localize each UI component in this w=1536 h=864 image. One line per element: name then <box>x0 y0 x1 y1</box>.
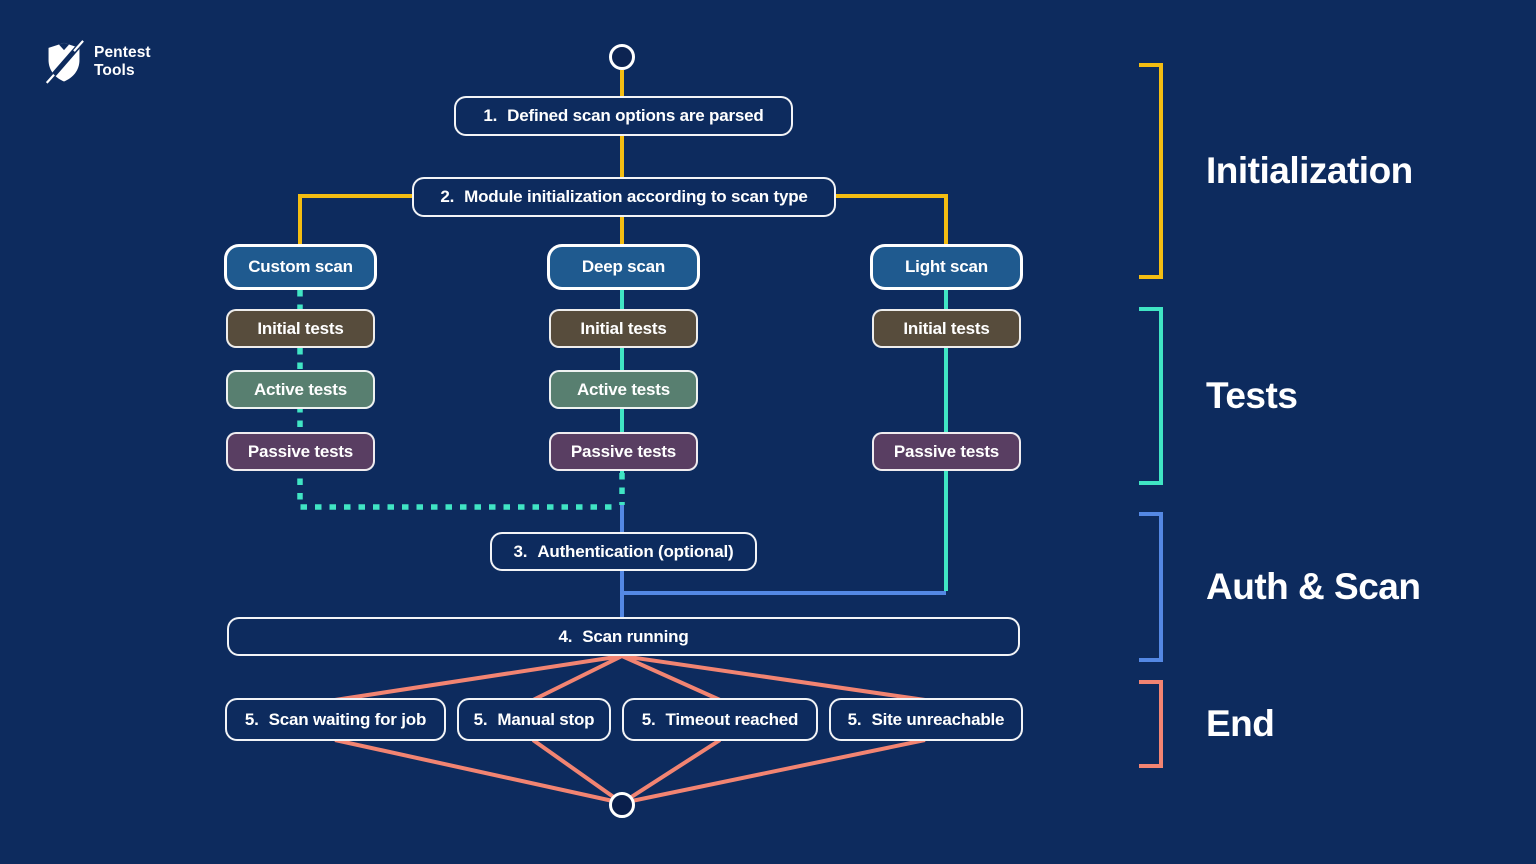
end-bracket <box>1139 680 1163 768</box>
step-2-number: 2. <box>440 187 455 206</box>
light-scan-label: Light scan <box>904 257 988 276</box>
deep-active-tests-label: Active tests <box>576 379 671 399</box>
end-state-scan-waiting-box <box>225 698 446 741</box>
deep-initial-tests-node <box>549 309 698 348</box>
step-2-label: Module initialization according to scan type <box>464 187 808 206</box>
custom-passive-tests-label: Passive tests <box>247 441 354 461</box>
custom-initial-tests-label: Initial tests <box>257 318 344 338</box>
flow-end-node <box>609 792 635 818</box>
step-1-number: 1. <box>483 106 498 125</box>
step-4-label: Scan running <box>582 626 689 646</box>
flow-start-node <box>609 44 635 70</box>
custom-initial-tests-node <box>226 309 375 348</box>
end-state-manual-stop-box <box>457 698 611 741</box>
step-2-box <box>412 177 836 217</box>
light-initial-tests-node <box>872 309 1021 348</box>
auth-scan-section-label: Auth & Scan <box>1206 566 1421 607</box>
deep-active-tests-node <box>549 370 698 409</box>
step-3-number: 3. <box>513 541 528 561</box>
end-state-1-number: 5. <box>244 709 259 729</box>
deep-scan-node <box>547 244 700 290</box>
step-4-number: 4. <box>558 626 573 646</box>
end-state-3-number: 5. <box>641 709 656 729</box>
step-1-box <box>454 96 793 136</box>
deep-passive-tests-node <box>549 432 698 471</box>
brand-name-line1: Pentest <box>94 43 151 61</box>
light-scan-node <box>870 244 1023 290</box>
auth-scan-bracket <box>1139 512 1163 662</box>
tests-bracket <box>1139 307 1163 485</box>
end-state-4-label: Site unreachable <box>871 709 1005 729</box>
light-passive-tests-node <box>872 432 1021 471</box>
end-state-2-number: 5. <box>473 709 488 729</box>
deep-initial-tests-label: Initial tests <box>580 318 667 338</box>
custom-scan-label: Custom scan <box>248 257 353 276</box>
step-4-box <box>227 617 1020 656</box>
deep-scan-label: Deep scan <box>581 257 666 276</box>
end-section-label: End <box>1206 703 1275 744</box>
custom-passive-tests-node <box>226 432 375 471</box>
initialization-section-label: Initialization <box>1206 150 1413 191</box>
light-initial-tests-label: Initial tests <box>903 318 990 338</box>
brand-name-line2: Tools <box>94 62 135 79</box>
end-state-timeout-box <box>622 698 818 741</box>
deep-passive-tests-label: Passive tests <box>570 441 677 461</box>
step-1-label: Defined scan options are parsed <box>507 106 764 125</box>
step-3-box <box>490 532 757 571</box>
custom-scan-node <box>224 244 377 290</box>
end-state-unreachable-box <box>829 698 1023 741</box>
tests-section-label: Tests <box>1206 375 1298 416</box>
step-3-label: Authentication (optional) <box>537 541 734 561</box>
brand-name <box>94 44 151 81</box>
end-state-4-number: 5. <box>847 709 862 729</box>
light-passive-tests-label: Passive tests <box>893 441 1000 461</box>
brand-logo <box>44 40 151 84</box>
custom-active-tests-label: Active tests <box>253 379 348 399</box>
shield-icon <box>44 40 84 84</box>
end-state-1-label: Scan waiting for job <box>268 709 427 729</box>
end-state-3-label: Timeout reached <box>665 709 799 729</box>
custom-active-tests-node <box>226 370 375 409</box>
end-state-2-label: Manual stop <box>497 709 595 729</box>
initialization-bracket <box>1139 63 1163 279</box>
